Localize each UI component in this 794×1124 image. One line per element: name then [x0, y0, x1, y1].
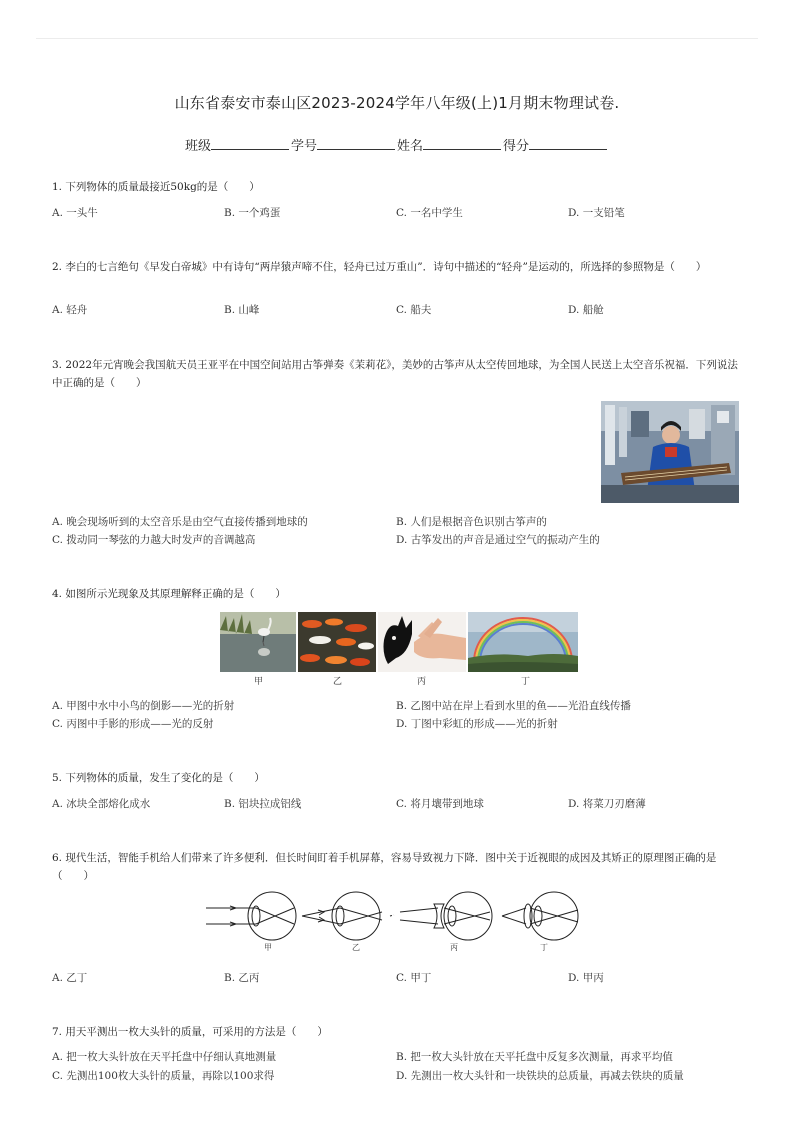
score-blank[interactable] [529, 137, 607, 150]
q6-option-c[interactable]: C. 甲丁 [396, 972, 432, 984]
q3-option-d[interactable]: D. 古筝发出的声音是通过空气的振动产生的 [396, 534, 600, 546]
page-title: 山东省泰安市泰山区2023-2024学年八年级(上)1月期末物理试卷. [174, 94, 620, 112]
q2-option-c[interactable]: C. 船夫 [396, 304, 432, 316]
q3-option-c[interactable]: C. 拨动同一琴弦的力越大时发声的音调越高 [52, 534, 256, 546]
q3-option-a[interactable]: A. 晚会现场听到的太空音乐是由空气直接传播到地球的 [52, 516, 308, 528]
eye-diagrams [206, 890, 588, 948]
eye-diagram-jia [206, 892, 296, 940]
q4-option-b[interactable]: B. 乙图中站在岸上看到水里的鱼——光沿直线传播 [396, 700, 631, 712]
egret-reflection-photo [220, 612, 296, 672]
q7-option-a[interactable]: A. 把一枚大头针放在天平托盘中仔细认真地测量 [52, 1051, 277, 1063]
student-info-row [0, 135, 794, 154]
q7-option-b[interactable]: B. 把一枚大头针放在天平托盘中反复多次测量，再求平均值 [396, 1051, 673, 1063]
q2-option-a[interactable]: A. 轻舟 [52, 304, 88, 316]
q5-option-c[interactable]: C. 将月壤带到地球 [396, 798, 484, 810]
q5-option-b[interactable]: B. 铝块拉成铝线 [224, 798, 302, 810]
q1-option-c[interactable]: C. 一名中学生 [396, 207, 463, 219]
student-id-blank[interactable] [317, 137, 395, 150]
q1-option-a[interactable]: A. 一头牛 [52, 207, 98, 219]
q6-label-ding: 丁 [540, 943, 548, 952]
score-label: 得分 [503, 139, 530, 154]
q4-option-d[interactable]: D. 丁图中彩虹的形成——光的折射 [396, 718, 558, 730]
top-divider [36, 38, 758, 39]
q1-option-b[interactable]: B. 一个鸡蛋 [224, 207, 281, 219]
koi-fish-photo [298, 612, 376, 672]
q4-label-yi: 乙 [333, 677, 343, 687]
question-6-stem: 6. 现代生活，智能手机给人们带来了许多便利．但长时间盯着手机屏幕，容易导致视力下降．图中关于近视眼的成因及其矫正的原理图正确的是（ ） [52, 852, 717, 882]
class-label: 班级 [184, 139, 211, 154]
q6-label-bing: 丙 [450, 943, 458, 952]
rainbow-photo [468, 612, 578, 672]
q1-option-d[interactable]: D. 一支铅笔 [568, 207, 625, 219]
q4-option-c[interactable]: C. 丙图中手影的形成——光的反射 [52, 718, 214, 730]
question-3-stem: 3. 2022年元宵晚会我国航天员王亚平在中国空间站用古筝弹奏《茉莉花》，美妙的古筝声从太空传回地球，为全国人民送上太空音乐祝福．下列说法中正确的是（ ） [52, 359, 738, 389]
hand-shadow-photo [378, 612, 466, 672]
q6-label-jia: 甲 [264, 943, 272, 952]
q4-label-ding: 丁 [521, 677, 531, 687]
q5-option-a[interactable]: A. 冰块全部熔化成水 [52, 798, 151, 810]
question-1-stem: 1. 下列物体的质量最接近50kg的是（ ） [52, 181, 260, 193]
q7-option-d[interactable]: D. 先测出一枚大头针和一块铁块的总质量，再减去铁块的质量 [396, 1070, 684, 1082]
q2-option-b[interactable]: B. 山峰 [224, 304, 260, 316]
q2-option-d[interactable]: D. 船舱 [568, 304, 604, 316]
q5-option-d[interactable]: D. 将菜刀刃磨薄 [568, 798, 646, 810]
q6-option-b[interactable]: B. 乙丙 [224, 972, 260, 984]
space-station-guzheng-photo [601, 401, 739, 503]
eye-diagram-bing [390, 892, 492, 940]
eye-diagram-ding [502, 892, 578, 940]
question-4-stem: 4. 如图所示光现象及其原理解释正确的是（ ） [52, 588, 286, 600]
name-blank[interactable] [423, 137, 501, 150]
question-5-stem: 5. 下列物体的质量，发生了变化的是（ ） [52, 772, 265, 784]
q4-option-a[interactable]: A. 甲图中水中小鸟的倒影——光的折射 [52, 700, 235, 712]
q6-option-d[interactable]: D. 甲丙 [568, 972, 604, 984]
eye-diagram-yi [302, 892, 382, 940]
name-label: 姓名 [397, 139, 424, 154]
q3-option-b[interactable]: B. 人们是根据音色识别古筝声的 [396, 516, 547, 528]
q4-label-jia: 甲 [254, 677, 264, 687]
student-id-label: 学号 [290, 139, 317, 154]
q6-option-a[interactable]: A. 乙丁 [52, 972, 88, 984]
q6-label-yi: 乙 [352, 943, 360, 952]
question-2-stem: 2. 李白的七言绝句《早发白帝城》中有诗句“两岸猿声啼不住，轻舟已过万重山”．诗句中描述的“轻舟”是运动的，所选择的参照物是（ ） [52, 261, 707, 273]
q4-label-bing: 丙 [417, 677, 427, 687]
class-blank[interactable] [211, 137, 289, 150]
q7-option-c[interactable]: C. 先测出100枚大头针的质量，再除以100求得 [52, 1070, 275, 1082]
question-7-stem: 7. 用天平测出一枚大头针的质量，可采用的方法是（ ） [52, 1026, 328, 1038]
